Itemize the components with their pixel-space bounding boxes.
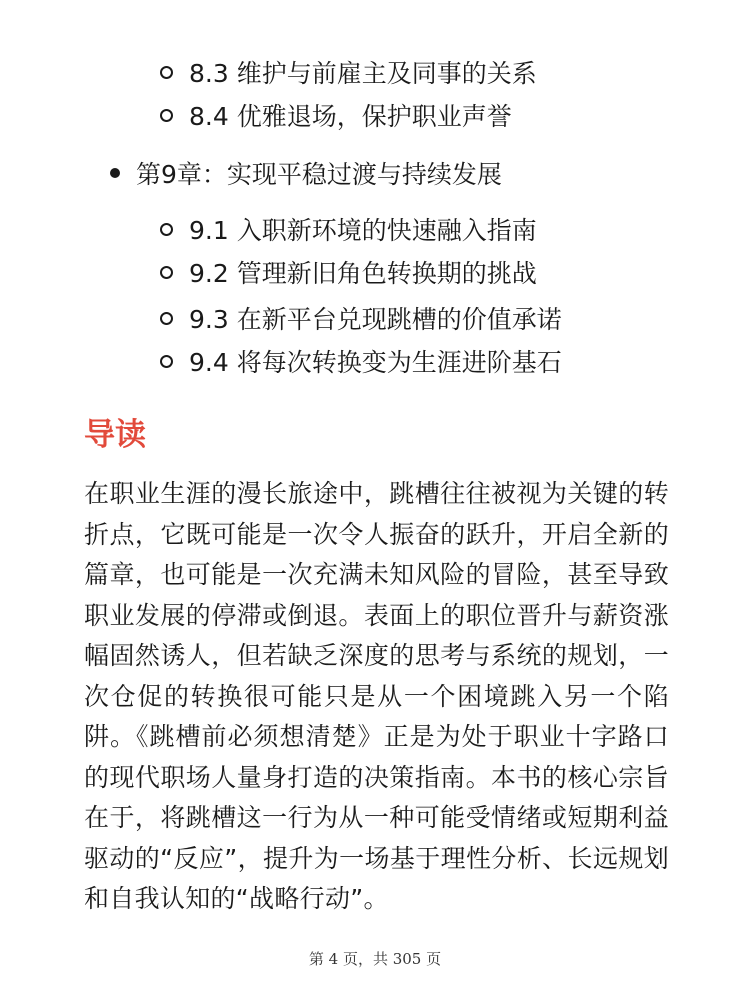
toc-item-8-4[interactable]	[160, 92, 512, 138]
hollow-bullet-icon	[160, 312, 173, 325]
toc-item-9-1[interactable]	[160, 206, 537, 252]
page-number: 第 4 页，共 305 页	[308, 950, 442, 968]
toc-item-9-3[interactable]	[160, 295, 562, 341]
toc-item-9-4[interactable]	[160, 338, 562, 384]
hollow-bullet-icon	[160, 266, 173, 279]
toc-item-label: 8.4 优雅退场，保护职业声誉	[189, 102, 512, 131]
toc-item-label: 8.3 维护与前雇主及同事的关系	[189, 59, 537, 88]
toc-item-label: 9.1 入职新环境的快速融入指南	[189, 216, 537, 245]
toc-item-8-3[interactable]	[160, 49, 537, 95]
toc-item-9-2[interactable]	[160, 249, 537, 295]
hollow-bullet-icon	[160, 223, 173, 236]
toc-item-label: 9.3 在新平台兑现跳槽的价值承诺	[189, 305, 562, 334]
section-heading: 导读	[84, 417, 146, 453]
toc-item-label: 9.4 将每次转换变为生涯进阶基石	[189, 348, 562, 377]
hollow-bullet-icon	[160, 355, 173, 368]
intro-paragraph: 在职业生涯的漫长旅途中，跳槽往往被视为关键的转折点，它既可能是一次令人振奋的跃升，开启全新的篇章，也可能是一次充满未知风险的冒险，甚至导致职业发展的停滞或倒退。表面上的职位晋升与薪资涨幅固然诱人，但若缺乏深度的思考与系统的规划，一次仓促的转换很可能只是从一个困境跳入另一个陷阱。《跳槽前必须想清楚》正是为处于职业十字路口的现代职场人量身打造的决策指南。本书的核心宗旨在于，将跳槽这一行为从一种可能受情绪或短期利益驱动的“反应”，提升为一场基于理性分析、长远规划和自我认知的“战略行动”。	[84, 479, 669, 913]
toc-chapter-9[interactable]	[110, 150, 502, 196]
hollow-bullet-icon	[160, 109, 173, 122]
filled-bullet-icon	[110, 168, 120, 178]
hollow-bullet-icon	[160, 66, 173, 79]
toc-chapter-label: 第9章：实现平稳过渡与持续发展	[136, 160, 502, 189]
toc-item-label: 9.2 管理新旧角色转换期的挑战	[189, 259, 537, 288]
